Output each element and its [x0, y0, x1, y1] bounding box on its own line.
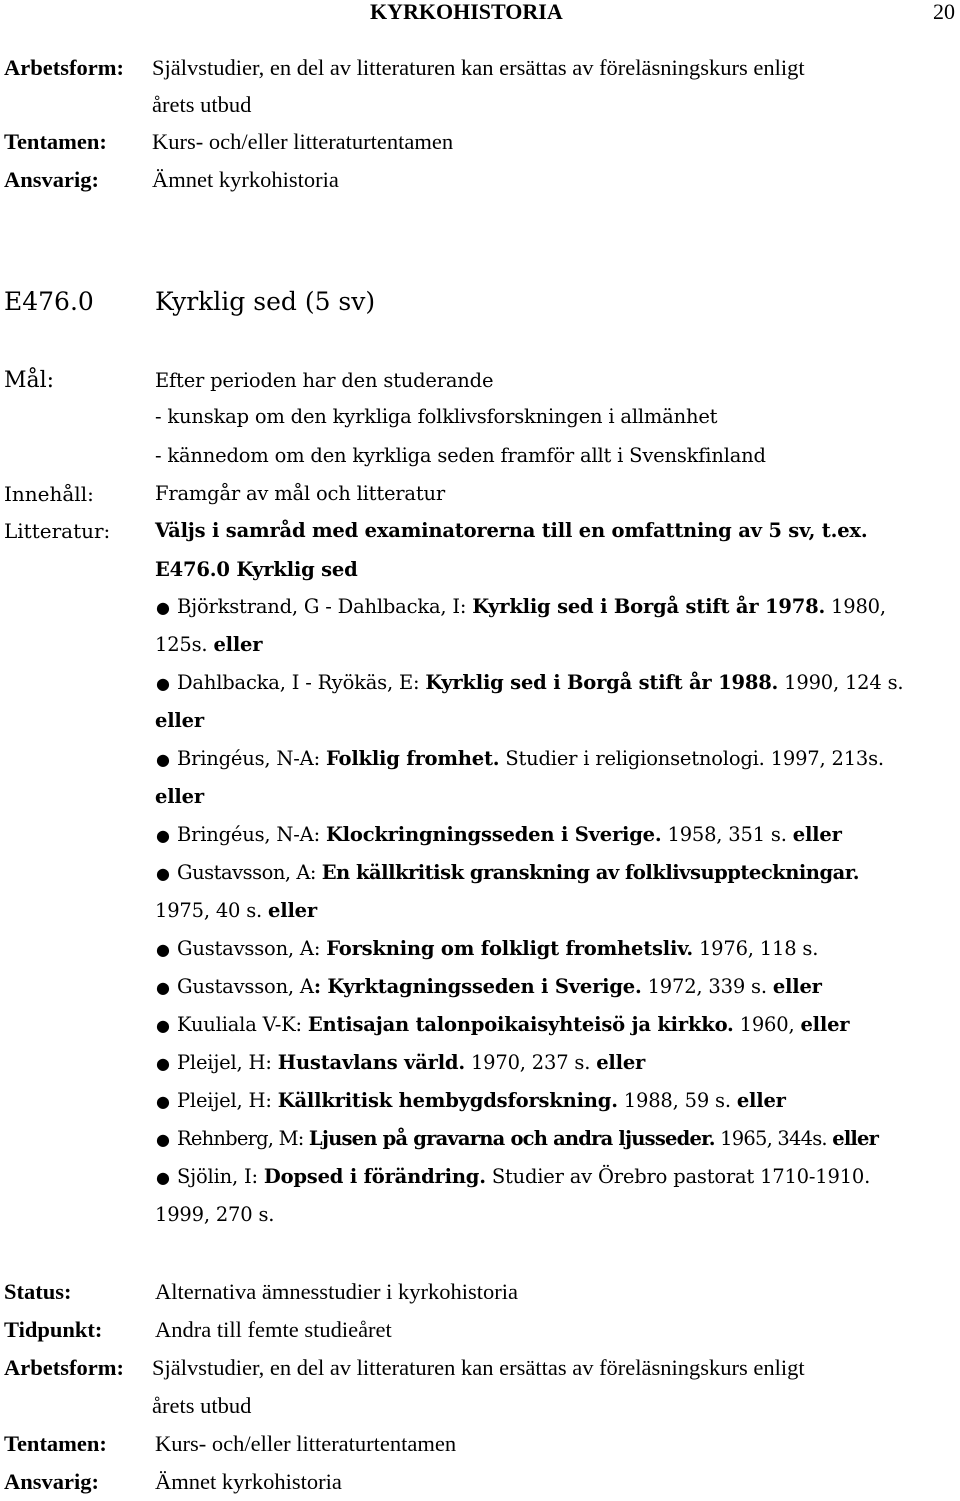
reference-title: Källkritisk hembygdsforskning.	[277, 1089, 618, 1112]
reference-title: Folklig fromhet.	[325, 747, 500, 770]
litteratur-label: Litteratur:	[4, 519, 111, 543]
reference-details: 1975, 40 s.	[155, 899, 269, 922]
reference-title: : Kyrktagningsseden i Sverige.	[313, 975, 642, 998]
reference-continuation	[155, 901, 317, 921]
ansvarig-label: Ansvarig:	[4, 167, 99, 192]
tentamen-value: Kurs- och/eller litteraturtentamen	[155, 1431, 457, 1456]
bullet-icon: ●	[156, 1130, 170, 1149]
reference-author: Dahlbacka, I - Ryökäs, E:	[177, 671, 426, 694]
or-connector: eller	[155, 785, 204, 808]
reference-details: 1990, 124 s.	[778, 671, 904, 694]
reference-item	[177, 1015, 849, 1035]
reference-author: Kuuliala V-K:	[177, 1013, 308, 1036]
tentamen-label: Tentamen:	[4, 1431, 107, 1456]
reference-title: Dopsed i förändring.	[263, 1165, 486, 1188]
or-connector: eller	[736, 1089, 786, 1112]
or-connector: eller	[792, 823, 842, 846]
reference-details: 1965, 344s.	[714, 1127, 833, 1150]
reference-details: 125s.	[155, 633, 214, 656]
innehall-value: Framgår av mål och litteratur	[155, 482, 445, 505]
bullet-icon: ●	[156, 1168, 170, 1187]
or-connector: eller	[832, 1127, 879, 1150]
reference-author: Rehnberg, M:	[177, 1127, 309, 1150]
or-connector: eller	[155, 709, 204, 732]
tentamen-value: Kurs- och/eller litteraturtentamen	[152, 129, 454, 154]
bullet-icon: ●	[156, 598, 170, 617]
litteratur-intro: Väljs i samråd med examinatorerna till en omfattning av 5 sv, t.ex.	[155, 519, 868, 542]
reference-item	[177, 749, 884, 769]
page-number: 20	[933, 0, 955, 24]
innehall-label: Innehåll:	[4, 482, 94, 506]
reference-details: 1976, 118 s.	[692, 937, 819, 960]
tidpunkt-label: Tidpunkt:	[4, 1317, 103, 1342]
reference-details: 1988, 59 s.	[617, 1089, 737, 1112]
status-label: Status:	[4, 1279, 72, 1304]
ansvarig-label: Ansvarig:	[4, 1469, 99, 1494]
bullet-icon: ●	[156, 940, 170, 959]
or-connector: eller	[596, 1051, 646, 1074]
reference-item	[177, 939, 818, 959]
reference-author: Bringéus, N-A:	[177, 823, 326, 846]
reference-details: 1970, 237 s.	[464, 1051, 597, 1074]
bullet-icon: ●	[156, 978, 170, 997]
reference-author: Gustavsson, A:	[177, 937, 327, 960]
arbetsform-value-line1: Självstudier, en del av litteraturen kan ersättas av föreläsningskurs enligt	[152, 1355, 805, 1380]
or-connector: eller	[268, 899, 317, 922]
bullet-icon: ●	[156, 1092, 170, 1111]
arbetsform-label: Arbetsform:	[4, 1355, 124, 1380]
arbetsform-value-line2: årets utbud	[152, 1393, 252, 1418]
tentamen-label: Tentamen:	[4, 129, 107, 154]
reference-item	[177, 597, 886, 617]
tidpunkt-value: Andra till femte studieåret	[155, 1317, 392, 1342]
mal-line: - kunskap om den kyrkliga folklivsforskningen i allmänhet	[155, 405, 718, 428]
reference-item	[177, 863, 859, 883]
reference-title: Hustavlans värld.	[277, 1051, 465, 1074]
reference-title: Entisajan talonpoikaisyhteisö ja kirkko.	[307, 1013, 734, 1036]
course-title: Kyrklig sed (5 sv)	[155, 287, 376, 316]
reference-details: 1960,	[733, 1013, 801, 1036]
reference-item	[177, 673, 903, 693]
arbetsform-label: Arbetsform:	[4, 55, 124, 80]
reference-item	[177, 1053, 645, 1073]
bullet-icon: ●	[156, 864, 170, 883]
mal-line: - kännedom om den kyrkliga seden framför allt i Svenskfinland	[155, 444, 766, 467]
reference-author: Bringéus, N-A:	[177, 747, 326, 770]
reference-item	[177, 1129, 878, 1149]
ansvarig-value: Ämnet kyrkohistoria	[155, 1469, 342, 1494]
bullet-icon: ●	[156, 750, 170, 769]
arbetsform-value-line1: Självstudier, en del av litteraturen kan ersättas av föreläsningskurs enligt	[152, 55, 805, 80]
reference-details: Studier i religionsetnologi. 1997, 213s.	[499, 747, 884, 770]
litteratur-subheading: E476.0 Kyrklig sed	[155, 558, 358, 581]
bullet-icon: ●	[156, 1054, 170, 1073]
reference-title: Klockringningsseden i Sverige.	[325, 823, 662, 846]
reference-title: Kyrklig sed i Borgå stift år 1988.	[425, 671, 779, 694]
reference-continuation	[155, 635, 262, 655]
reference-title: En källkritisk granskning av folklivsuppteckningar.	[321, 861, 860, 884]
reference-item	[177, 1167, 870, 1187]
reference-details: Studier av Örebro pastorat 1710-1910.	[485, 1165, 871, 1188]
reference-author: Gustavsson, A:	[177, 861, 322, 884]
reference-details: 1958, 351 s.	[661, 823, 793, 846]
mal-line: Efter perioden har den studerande	[155, 369, 494, 392]
reference-title: Kyrklig sed i Borgå stift år 1978.	[472, 595, 826, 618]
reference-author: Pleijel, H:	[177, 1089, 278, 1112]
reference-item	[177, 977, 822, 997]
mal-label: Mål:	[4, 368, 55, 393]
reference-continuation: 1999, 270 s.	[155, 1203, 275, 1226]
running-header-title: KYRKOHISTORIA	[370, 0, 563, 24]
reference-author: Sjölin, I:	[177, 1165, 264, 1188]
reference-title: Forskning om folkligt fromhetsliv.	[326, 937, 693, 960]
or-connector: eller	[772, 975, 822, 998]
reference-item	[177, 1091, 786, 1111]
bullet-icon: ●	[156, 826, 170, 845]
ansvarig-value: Ämnet kyrkohistoria	[152, 167, 339, 192]
reference-details: 1972, 339 s.	[641, 975, 773, 998]
reference-author: Björkstrand, G - Dahlbacka, I:	[177, 595, 473, 618]
or-connector: eller	[800, 1013, 850, 1036]
reference-details: 1980,	[825, 595, 886, 618]
arbetsform-value-line2: årets utbud	[152, 92, 252, 117]
reference-title: Ljusen på gravarna och andra ljusseder.	[308, 1127, 715, 1150]
status-value: Alternativa ämnesstudier i kyrkohistoria	[155, 1279, 519, 1304]
bullet-icon: ●	[156, 1016, 170, 1035]
bullet-icon: ●	[156, 674, 170, 693]
course-code: E476.0	[4, 287, 94, 316]
reference-item	[177, 825, 842, 845]
or-connector: eller	[213, 633, 263, 656]
reference-author: Gustavsson, A	[177, 975, 314, 998]
reference-author: Pleijel, H:	[177, 1051, 278, 1074]
